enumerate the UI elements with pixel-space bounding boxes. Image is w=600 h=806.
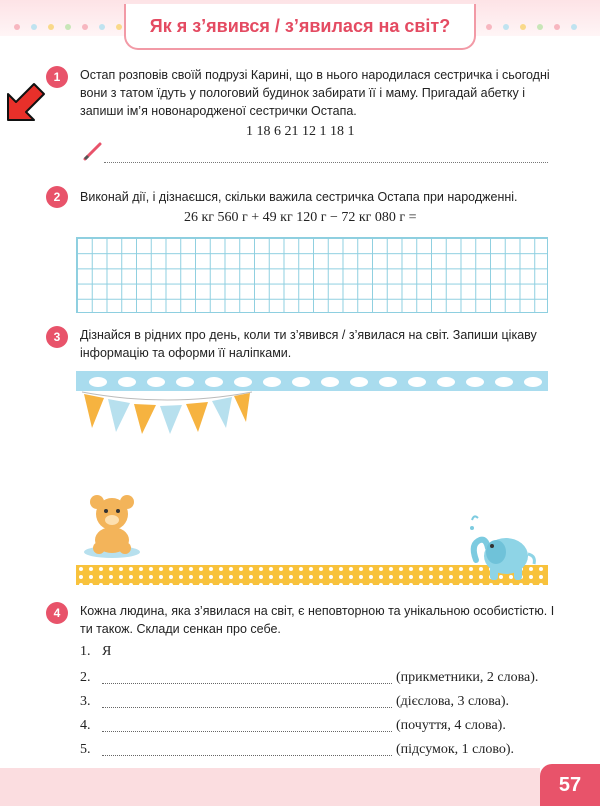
title-box	[124, 4, 476, 50]
cloud-icons	[76, 371, 548, 391]
task-3-text: Дізнайся в рідних про день, коли ти з’явився / з’явилася на світ. Запиши цікаву інформацію та оформи її наліпками.	[80, 328, 537, 360]
line-number: 2.	[80, 670, 91, 685]
decor-dots-left	[14, 24, 122, 30]
footer-band	[0, 768, 540, 806]
task-1-text: Остап розповів своїй подрузі Карині, що в нього народилася сестричка і сьогодні вони з татом їдуть у пологовий будинок забирати її і маму. Пригадай абетку і запиши ім’я новонародженої сестрички Остапа.	[80, 68, 550, 118]
task-number-3: 3	[46, 326, 68, 348]
page-title: Як я з’явився / з’явилася на світ?	[149, 15, 451, 36]
calculation-grid[interactable]	[76, 237, 548, 313]
page-number: 57	[540, 764, 600, 806]
line-hint: (прикметники, 2 слова).	[396, 670, 539, 685]
task-2-text: Виконай дії, і дізнаєшся, скільки важила сестричка Остапа при народженні.	[80, 190, 518, 204]
pencil-icon	[82, 140, 104, 162]
elephant-icon	[462, 514, 552, 586]
answer-dots[interactable]	[102, 755, 392, 756]
line-hint: (почуття, 4 слова).	[396, 718, 506, 733]
decor-dots-right	[486, 24, 577, 30]
line-number: 1.	[80, 644, 91, 659]
answer-dots[interactable]	[102, 731, 392, 732]
bunting-flags	[82, 390, 252, 440]
line-number: 5.	[80, 742, 91, 757]
weight-expression: 26 кг 560 г + 49 кг 120 г − 72 кг 080 г =	[184, 210, 417, 225]
letter-code: 1 18 6 21 12 1 18 1	[246, 124, 355, 139]
teddy-bear-icon	[82, 492, 142, 558]
task-number-4: 4	[46, 602, 68, 624]
cloud-ribbon	[76, 371, 548, 391]
line-number: 4.	[80, 718, 91, 733]
task-4-text: Кожна людина, яка з’явилася на світ, є неповторною та унікальною особистістю. І ти також. Склади сенкан про себе.	[80, 604, 555, 636]
line-text: Я	[102, 644, 112, 659]
answer-dots[interactable]	[102, 707, 392, 708]
task-number-2: 2	[46, 186, 68, 208]
line-number: 3.	[80, 694, 91, 709]
answer-line-1[interactable]	[104, 162, 548, 163]
red-arrow-icon	[4, 80, 48, 124]
answer-dots[interactable]	[102, 683, 392, 684]
task-number-1: 1	[46, 66, 68, 88]
line-hint: (дієслова, 3 слова).	[396, 694, 510, 709]
line-hint: (підсумок, 1 слово).	[396, 742, 515, 757]
